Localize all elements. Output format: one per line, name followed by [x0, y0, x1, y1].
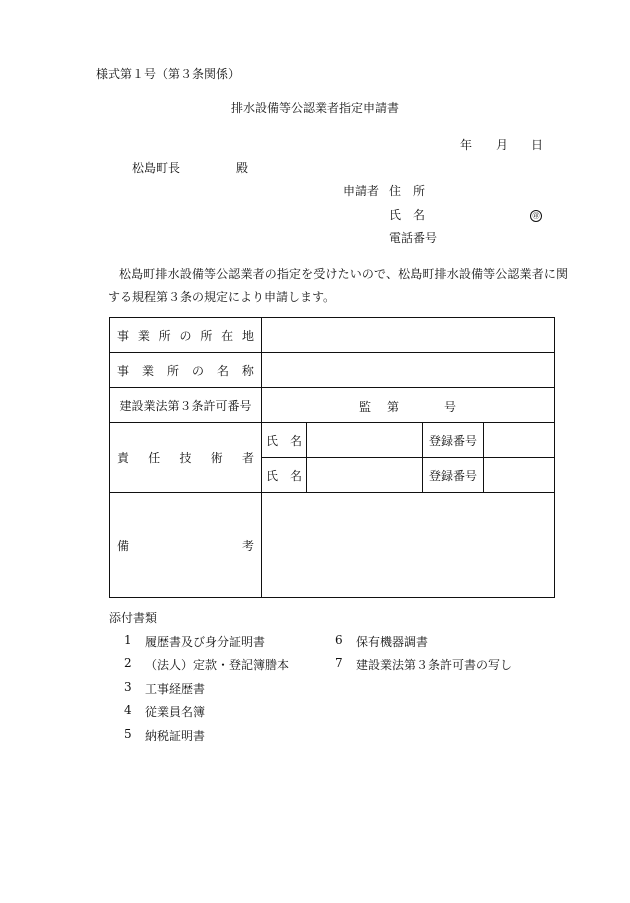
- attachment-number: 4: [124, 703, 132, 717]
- license-number-field[interactable]: [262, 388, 555, 423]
- seal-mark-icon: ㊞: [530, 207, 542, 222]
- attachment-item: 保有機器調書: [356, 635, 429, 649]
- attachment-item: 納税証明書: [145, 729, 206, 743]
- attachment-number: 7: [335, 656, 343, 670]
- responsible-engineer-label: 責 任 技 術 者: [110, 423, 262, 493]
- license-suffix: 号: [444, 400, 457, 414]
- row-office-name: [110, 353, 555, 388]
- office-location-field[interactable]: [262, 318, 555, 353]
- license-number-label: 建設業法第３条許可番号: [110, 388, 262, 423]
- applicant-phone-label: 電話番号: [389, 231, 438, 245]
- engineer-2-name-field[interactable]: [307, 458, 423, 493]
- row-office-location: [110, 318, 555, 353]
- applicant-label: 申請者: [343, 184, 380, 198]
- date-year-label: 年: [460, 138, 473, 152]
- attachment-number: 2: [124, 656, 132, 670]
- attachment-number: 1: [124, 633, 132, 647]
- date-month-label: 月: [496, 138, 509, 152]
- date-day-label: 日: [531, 138, 544, 152]
- document-title: 排水設備等公認業者指定申請書: [230, 101, 399, 115]
- attachments-title: 添付書類: [109, 611, 158, 625]
- attachment-item: （法人）定款・登記簿謄本: [145, 658, 290, 672]
- addressee-name: 松島町長: [132, 161, 181, 175]
- attachment-item: 工事経歴書: [145, 682, 206, 696]
- row-remarks: [110, 493, 555, 598]
- office-location-label: 事 業 所 の 所 在 地: [110, 318, 262, 353]
- engineer-1-name-field[interactable]: [307, 423, 423, 458]
- applicant-address-label: 住 所: [389, 184, 426, 198]
- engineer-1-name-label: 氏 名: [262, 423, 307, 458]
- engineer-2-registration-label: 登録番号: [423, 458, 484, 493]
- remarks-label: 備 考: [110, 493, 262, 598]
- engineer-2-registration-field[interactable]: [484, 458, 555, 493]
- license-middle: 第: [387, 400, 400, 414]
- license-prefix: 監: [359, 400, 372, 414]
- application-statement: 松島町排水設備等公認業者の指定を受けたいので、松島町排水設備等公認業者に関する規程第３条の規定により申請します。: [108, 267, 568, 304]
- engineer-1-registration-field[interactable]: [484, 423, 555, 458]
- office-name-field[interactable]: [262, 353, 555, 388]
- application-table: [109, 317, 555, 598]
- applicant-name-label: 氏 名: [389, 208, 426, 222]
- row-engineer-1: [110, 423, 555, 458]
- engineer-2-name-label: 氏 名: [262, 458, 307, 493]
- attachment-item: 従業員名簿: [145, 705, 206, 719]
- addressee-honorific: 殿: [236, 161, 249, 175]
- attachment-number: 6: [335, 633, 343, 647]
- attachment-number: 3: [124, 680, 132, 694]
- attachment-item: 履歴書及び身分証明書: [145, 635, 266, 649]
- engineer-1-registration-label: 登録番号: [423, 423, 484, 458]
- attachment-item: 建設業法第３条許可書の写し: [356, 658, 513, 672]
- office-name-label: 事 業 所 の 名 称: [110, 353, 262, 388]
- row-license-number: [110, 388, 555, 423]
- attachment-number: 5: [124, 727, 132, 741]
- remarks-field[interactable]: [262, 493, 555, 598]
- form-number: 様式第１号（第３条関係）: [96, 67, 241, 81]
